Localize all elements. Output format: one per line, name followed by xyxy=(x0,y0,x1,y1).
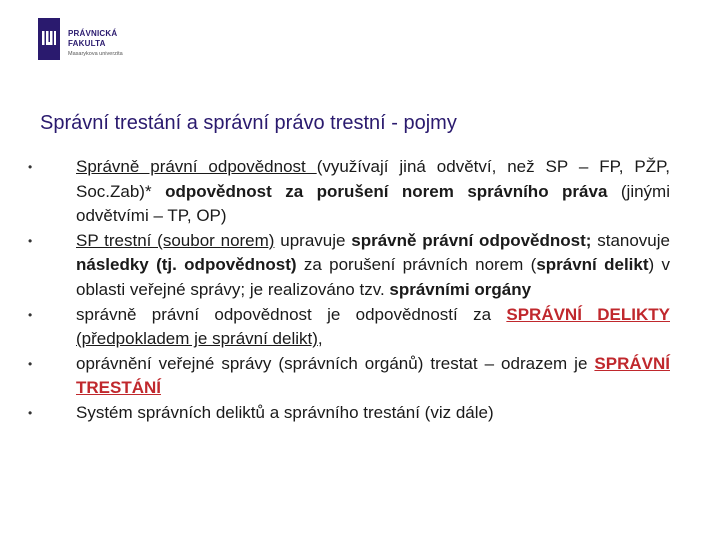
text-segment: ) v oblasti veřejné správy; je realizováno tzv. xyxy=(76,255,670,299)
bullet-item-responsibility xyxy=(28,155,670,229)
text-segment: (předpokladem je správní delikt) xyxy=(76,329,318,349)
text-segment: za porušení právních norem ( xyxy=(296,255,537,275)
logo-faculty-word: FAKULTA xyxy=(68,39,106,48)
logo-text xyxy=(68,18,123,58)
slide-title: Správní trestání a správní právo trestní - pojmy xyxy=(40,112,457,134)
text-segment: SPRÁVNÍ TRESTÁNÍ xyxy=(76,353,670,398)
bullet-list xyxy=(28,155,670,426)
text-segment: Správně právní odpovědnost xyxy=(76,157,317,176)
bullet-item-delicts xyxy=(28,303,670,352)
university-emblem-icon xyxy=(38,18,60,60)
faculty-logo xyxy=(38,18,123,60)
text-segment: SPRÁVNÍ DELIKTY xyxy=(506,304,670,324)
text-segment: , xyxy=(317,329,323,349)
text-segment: správními orgány xyxy=(389,279,532,299)
logo-university-name: Masarykova univerzita xyxy=(68,51,123,57)
text-segment: oprávnění veřejné správy (správních orgánů) trestat – odrazem je xyxy=(76,353,595,373)
bullet-item-system xyxy=(28,401,670,426)
text-segment: (jinými odvětvími – TP, OP) xyxy=(76,181,670,226)
text-segment: správně právní odpovědnost je odpovědností za xyxy=(76,304,507,324)
text-segment: SP trestní (soubor norem) xyxy=(76,230,275,250)
text-segment: stanovuje xyxy=(591,230,670,250)
text-segment: Systém správních deliktů a správního trestání (viz dále) xyxy=(76,402,494,422)
text-segment: upravuje xyxy=(274,230,352,250)
text-segment: správně právní odpovědnost; xyxy=(351,230,592,250)
text-segment: správní delikt xyxy=(536,255,649,275)
text-segment: následky (tj. odpovědnost) xyxy=(76,255,297,275)
bullet-item-criminal-law xyxy=(28,229,670,303)
text-segment: odpovědnost za porušení norem správního práva xyxy=(165,181,608,201)
bullet-item-punishment xyxy=(28,352,670,401)
logo-faculty-name: PRÁVNICKÁ xyxy=(68,29,118,38)
text-segment: (využívají jiná odvětví, než SP – FP, PŽP, Soc.Zab)* xyxy=(76,157,670,201)
